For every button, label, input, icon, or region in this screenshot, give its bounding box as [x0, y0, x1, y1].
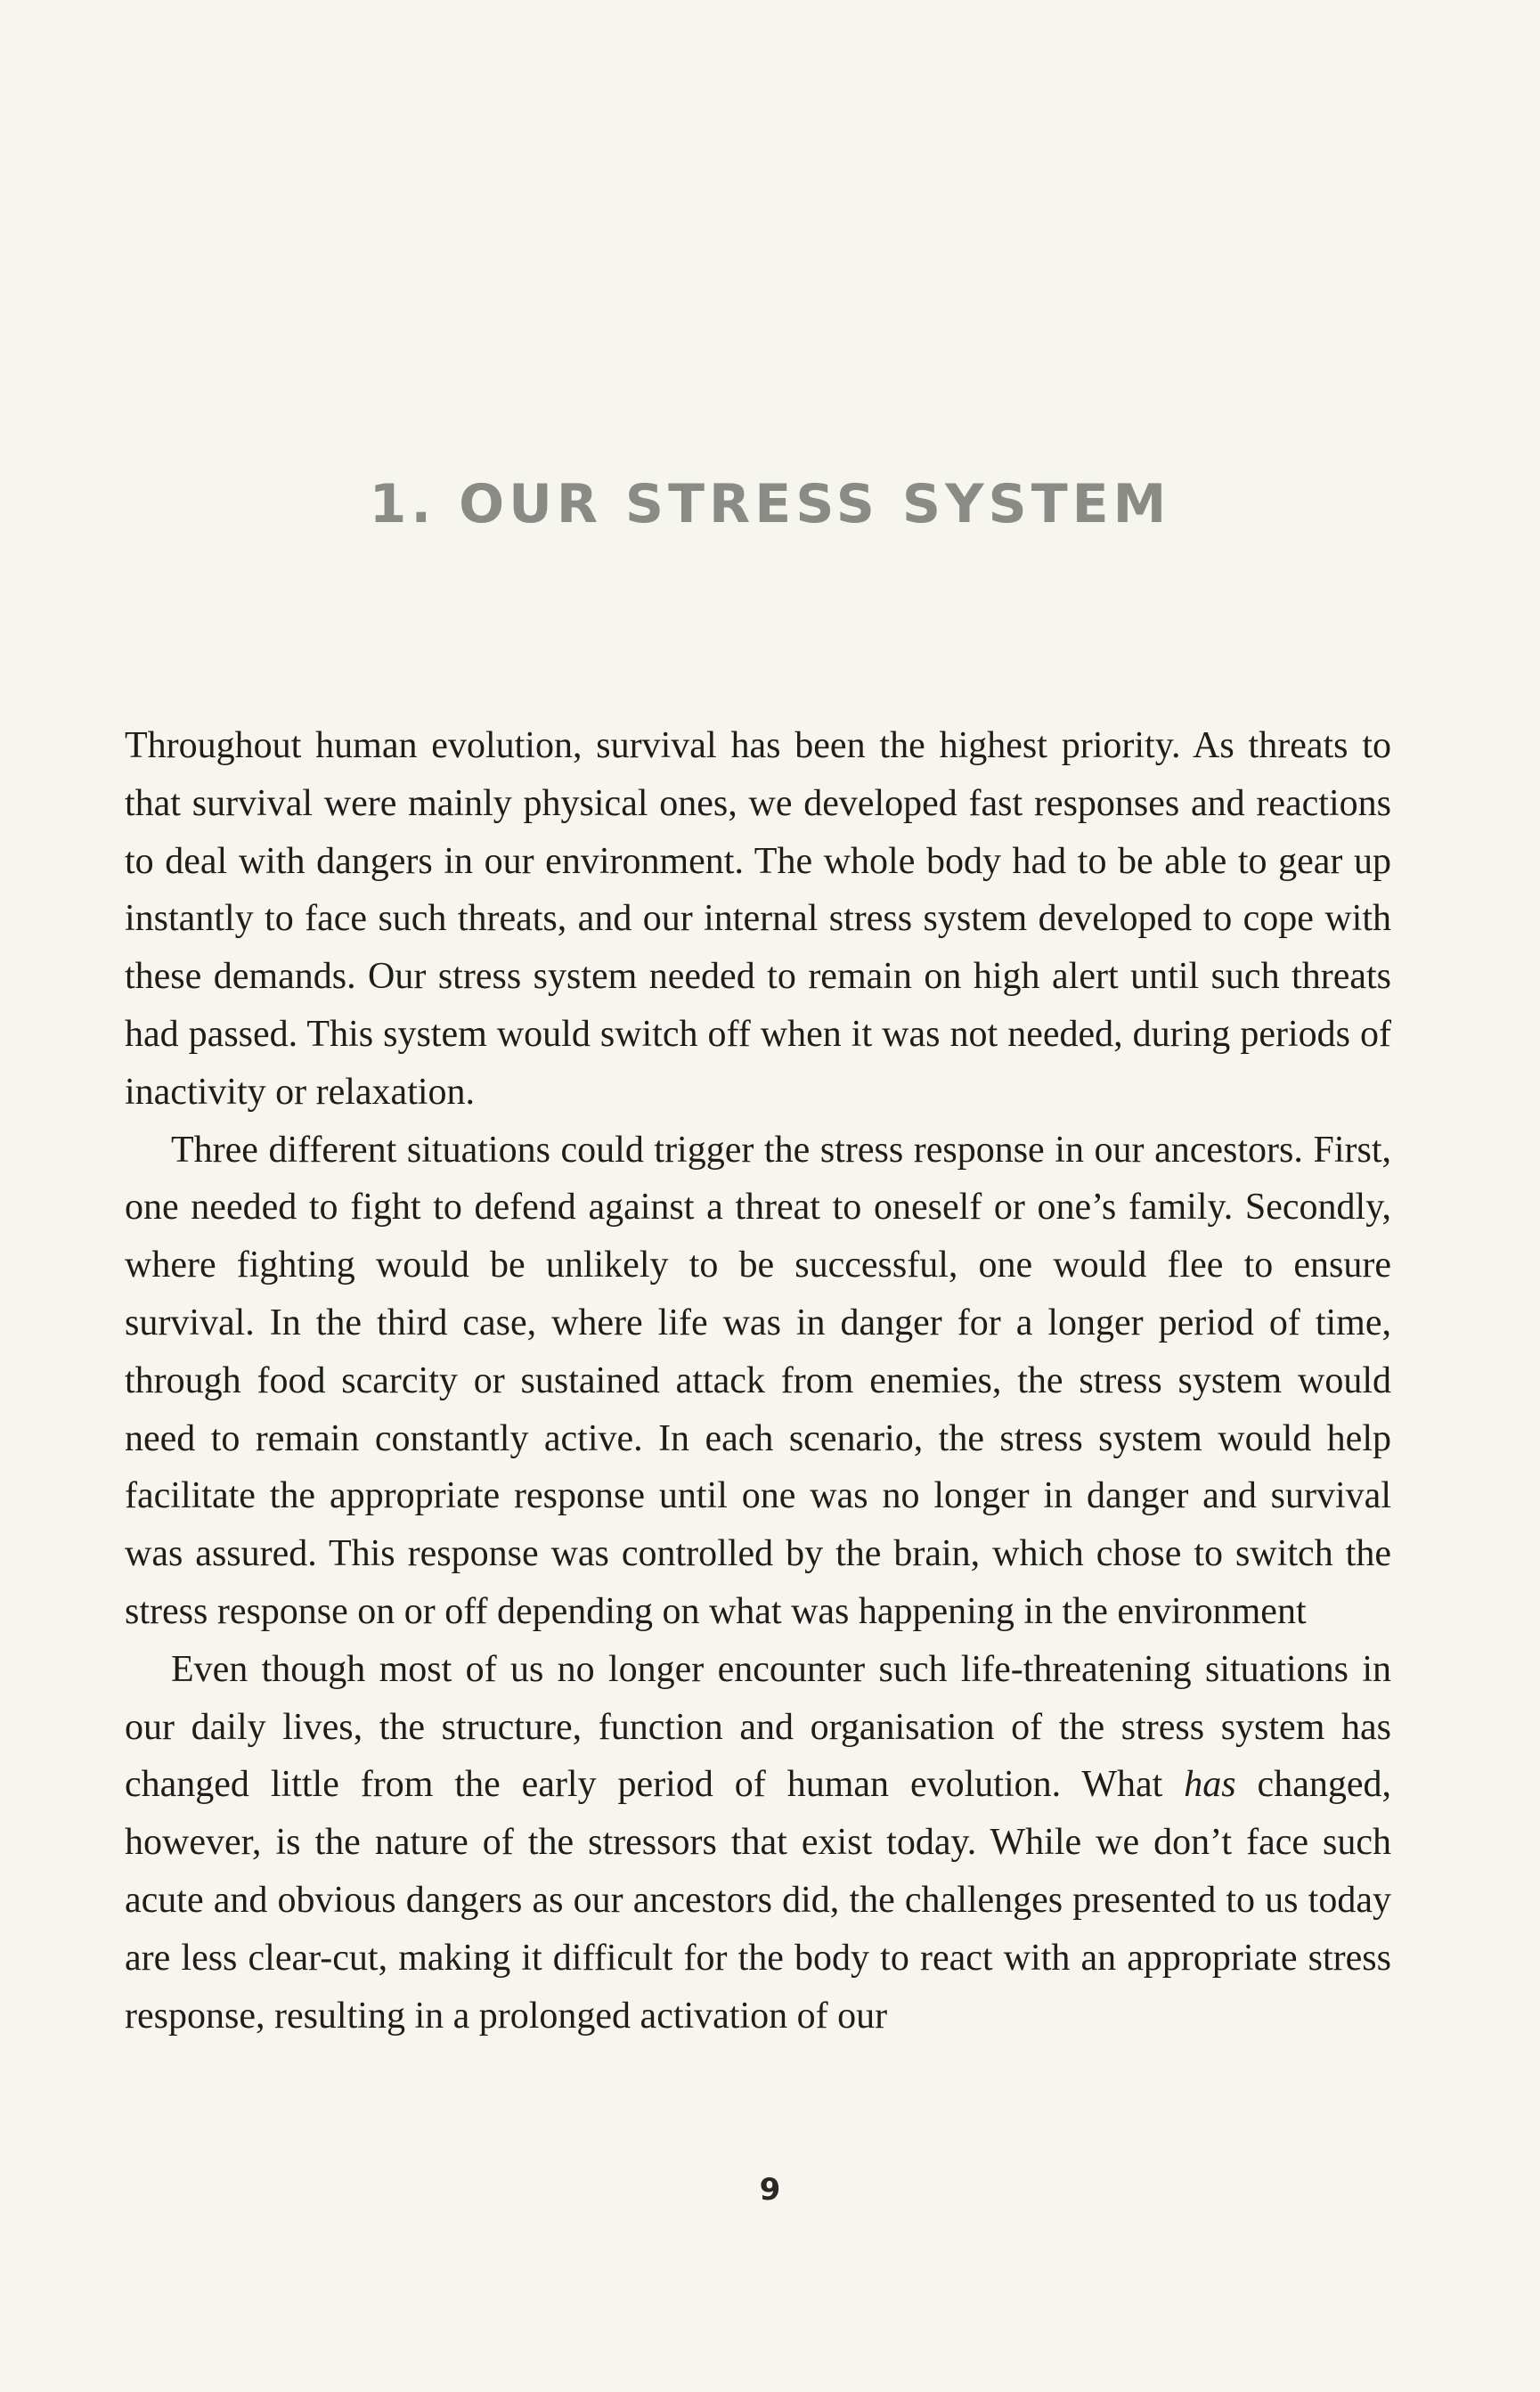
paragraph-2: Three different situations could trigger the stress response in our ancestors. First, one needed to fight to defend against a threat to oneself or one’s family. Secondly, where fighting would be unlikely to be successful, one would flee to ensure survival. In the third case, where life was in danger for a longer period of time, through food scarcity or sustained attack from enemies, the stress system would need to remain constantly active. In each scenario, the stress system would help facilitate the appropriate response until one was no longer in danger and survival was assured. This response was controlled by the brain, which chose to switch the stress response on or off depending on what was happening in the environment [125, 1129, 1391, 1632]
paragraph-3-text-b: changed, however, is the nature of the stressors that exist today. While we don’t face such acute and obvious dangers as our ancestors did, the challenges presented to us today are less clear-cut, making it difficult for the body to react with an appropriate stress response, resulting in a prolonged activation of our [125, 1764, 1391, 2037]
body-text [125, 717, 1391, 2045]
page-number: 9 [759, 2172, 781, 2208]
emphasis-has: has [1184, 1764, 1236, 1806]
paragraph-3-text-a: Even though most of us no longer encounter such life-threatening situations in our daily lives, the structure, function and organisation of the stress system has changed little from the early period of human evolution. What [125, 1648, 1391, 1806]
paragraph-3 [125, 1641, 1391, 2045]
paragraph-1: Throughout human evolution, survival has been the highest priority. As threats to that survival were mainly physical ones, we developed fast responses and reactions to deal with dangers in our environment. The whole body had to be able to gear up instantly to face such threats, and our internal stress system developed to cope with these demands. Our stress system needed to remain on high alert until such threats had passed. This system would switch off when it was not needed, during periods of inactivity or relaxation. [125, 725, 1391, 1113]
chapter-title: 1. OUR STRESS SYSTEM [369, 473, 1171, 535]
